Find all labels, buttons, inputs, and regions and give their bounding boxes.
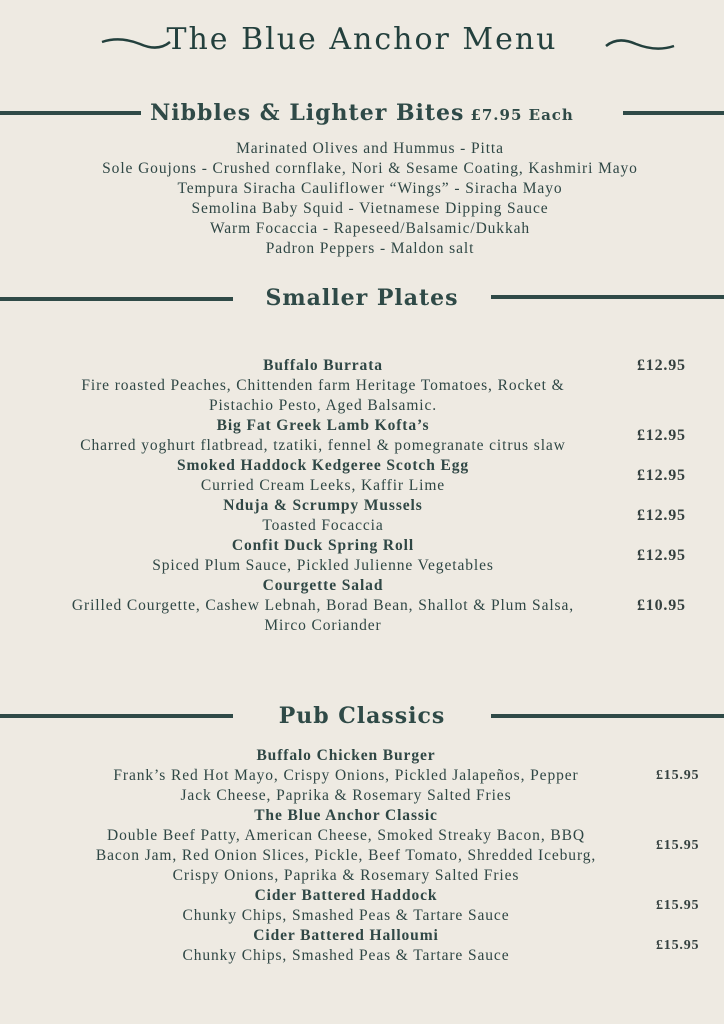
menu-item bbox=[23, 416, 623, 456]
section-heading-text: Nibbles & Lighter Bites bbox=[150, 100, 465, 126]
item-description: Tempura Siracha Cauliflower “Wings” - Siracha Mayo bbox=[177, 180, 563, 197]
menu-item bbox=[20, 239, 720, 259]
item-description: Warm Focaccia - Rapeseed/Balsamic/Dukkah bbox=[209, 220, 531, 237]
item-price: £12.95 bbox=[637, 507, 686, 524]
section-heading-nibbles bbox=[0, 99, 724, 129]
item-description: Toasted Focaccia bbox=[262, 517, 384, 534]
item-price: £12.95 bbox=[637, 467, 686, 484]
item-description: Double Beef Patty, American Cheese, Smoked Streaky Bacon, BBQ bbox=[107, 827, 585, 844]
menu-item bbox=[46, 926, 646, 966]
item-description: Sole Goujons - Crushed cornflake, Nori & Sesame Coating, Kashmiri Mayo bbox=[102, 160, 638, 177]
menu-item bbox=[23, 576, 623, 636]
menu-item bbox=[20, 179, 720, 199]
menu-item bbox=[46, 886, 646, 926]
item-description: Chunky Chips, Smashed Peas & Tartare Sauce bbox=[182, 907, 510, 924]
item-price: £15.95 bbox=[656, 898, 700, 913]
item-price: £12.95 bbox=[637, 427, 686, 444]
menu-item bbox=[23, 456, 623, 496]
item-description: Pistachio Pesto, Aged Balsamic. bbox=[208, 397, 438, 414]
swash-right-ornament bbox=[604, 36, 676, 52]
item-name: Buffalo Burrata bbox=[263, 357, 383, 374]
item-description: Marinated Olives and Hummus - Pitta bbox=[236, 140, 504, 157]
item-name: Nduja & Scrumpy Mussels bbox=[223, 497, 423, 514]
item-price: £15.95 bbox=[656, 938, 700, 953]
item-description: Spiced Plum Sauce, Pickled Julienne Vegetables bbox=[152, 557, 494, 574]
menu-item bbox=[20, 219, 720, 239]
page-title: The Blue Anchor Menu bbox=[166, 22, 558, 57]
item-description: Jack Cheese, Paprika & Rosemary Salted Fries bbox=[180, 787, 512, 804]
item-name: The Blue Anchor Classic bbox=[254, 807, 438, 824]
item-price: £15.95 bbox=[656, 838, 700, 853]
menu-item bbox=[23, 496, 623, 536]
item-description: Mirco Coriander bbox=[264, 617, 382, 634]
item-price: £12.95 bbox=[637, 547, 686, 564]
item-description: Charred yoghurt flatbread, tzatiki, fennel & pomegranate citrus slaw bbox=[80, 437, 566, 454]
item-description: Chunky Chips, Smashed Peas & Tartare Sauce bbox=[182, 947, 510, 964]
item-description: Padron Peppers - Maldon salt bbox=[265, 240, 475, 257]
item-name: Buffalo Chicken Burger bbox=[256, 747, 436, 764]
menu-item bbox=[46, 806, 646, 886]
item-price: £12.95 bbox=[637, 357, 686, 374]
section-price: £7.95 Each bbox=[470, 106, 574, 124]
pub-classics-list bbox=[46, 746, 700, 966]
item-name: Courgette Salad bbox=[262, 577, 384, 594]
menu-item bbox=[20, 139, 720, 159]
item-description: Frank’s Red Hot Mayo, Crispy Onions, Pickled Jalapeños, Pepper bbox=[113, 767, 579, 784]
menu-item bbox=[46, 746, 646, 806]
item-description: Fire roasted Peaches, Chittenden farm Heritage Tomatoes, Rocket & bbox=[81, 377, 565, 394]
item-description: Bacon Jam, Red Onion Slices, Pickle, Beef Tomato, Shredded Iceburg, bbox=[95, 847, 597, 864]
menu-item bbox=[20, 199, 720, 219]
menu-item bbox=[20, 159, 720, 179]
menu-item bbox=[23, 536, 623, 576]
item-description: Curried Cream Leeks, Kaffir Lime bbox=[200, 477, 446, 494]
item-name: Cider Battered Haddock bbox=[254, 887, 438, 904]
item-price: £10.95 bbox=[637, 597, 686, 614]
item-name: Cider Battered Halloumi bbox=[253, 927, 439, 944]
item-name: Confit Duck Spring Roll bbox=[231, 537, 415, 554]
smaller-plates-list bbox=[23, 356, 686, 636]
section-heading-smaller-plates: Smaller Plates bbox=[265, 285, 459, 311]
item-name: Smoked Haddock Kedgeree Scotch Egg bbox=[176, 457, 470, 474]
item-price: £15.95 bbox=[656, 768, 700, 783]
item-name: Big Fat Greek Lamb Kofta’s bbox=[216, 417, 430, 434]
item-description: Semolina Baby Squid - Vietnamese Dipping Sauce bbox=[191, 200, 549, 217]
section-heading-pub-classics: Pub Classics bbox=[278, 703, 446, 729]
nibbles-list bbox=[20, 139, 720, 259]
item-description: Crispy Onions, Paprika & Rosemary Salted Fries bbox=[172, 867, 520, 884]
item-description: Grilled Courgette, Cashew Lebnah, Borad Bean, Shallot & Plum Salsa, bbox=[71, 597, 575, 614]
menu-item bbox=[23, 356, 623, 416]
